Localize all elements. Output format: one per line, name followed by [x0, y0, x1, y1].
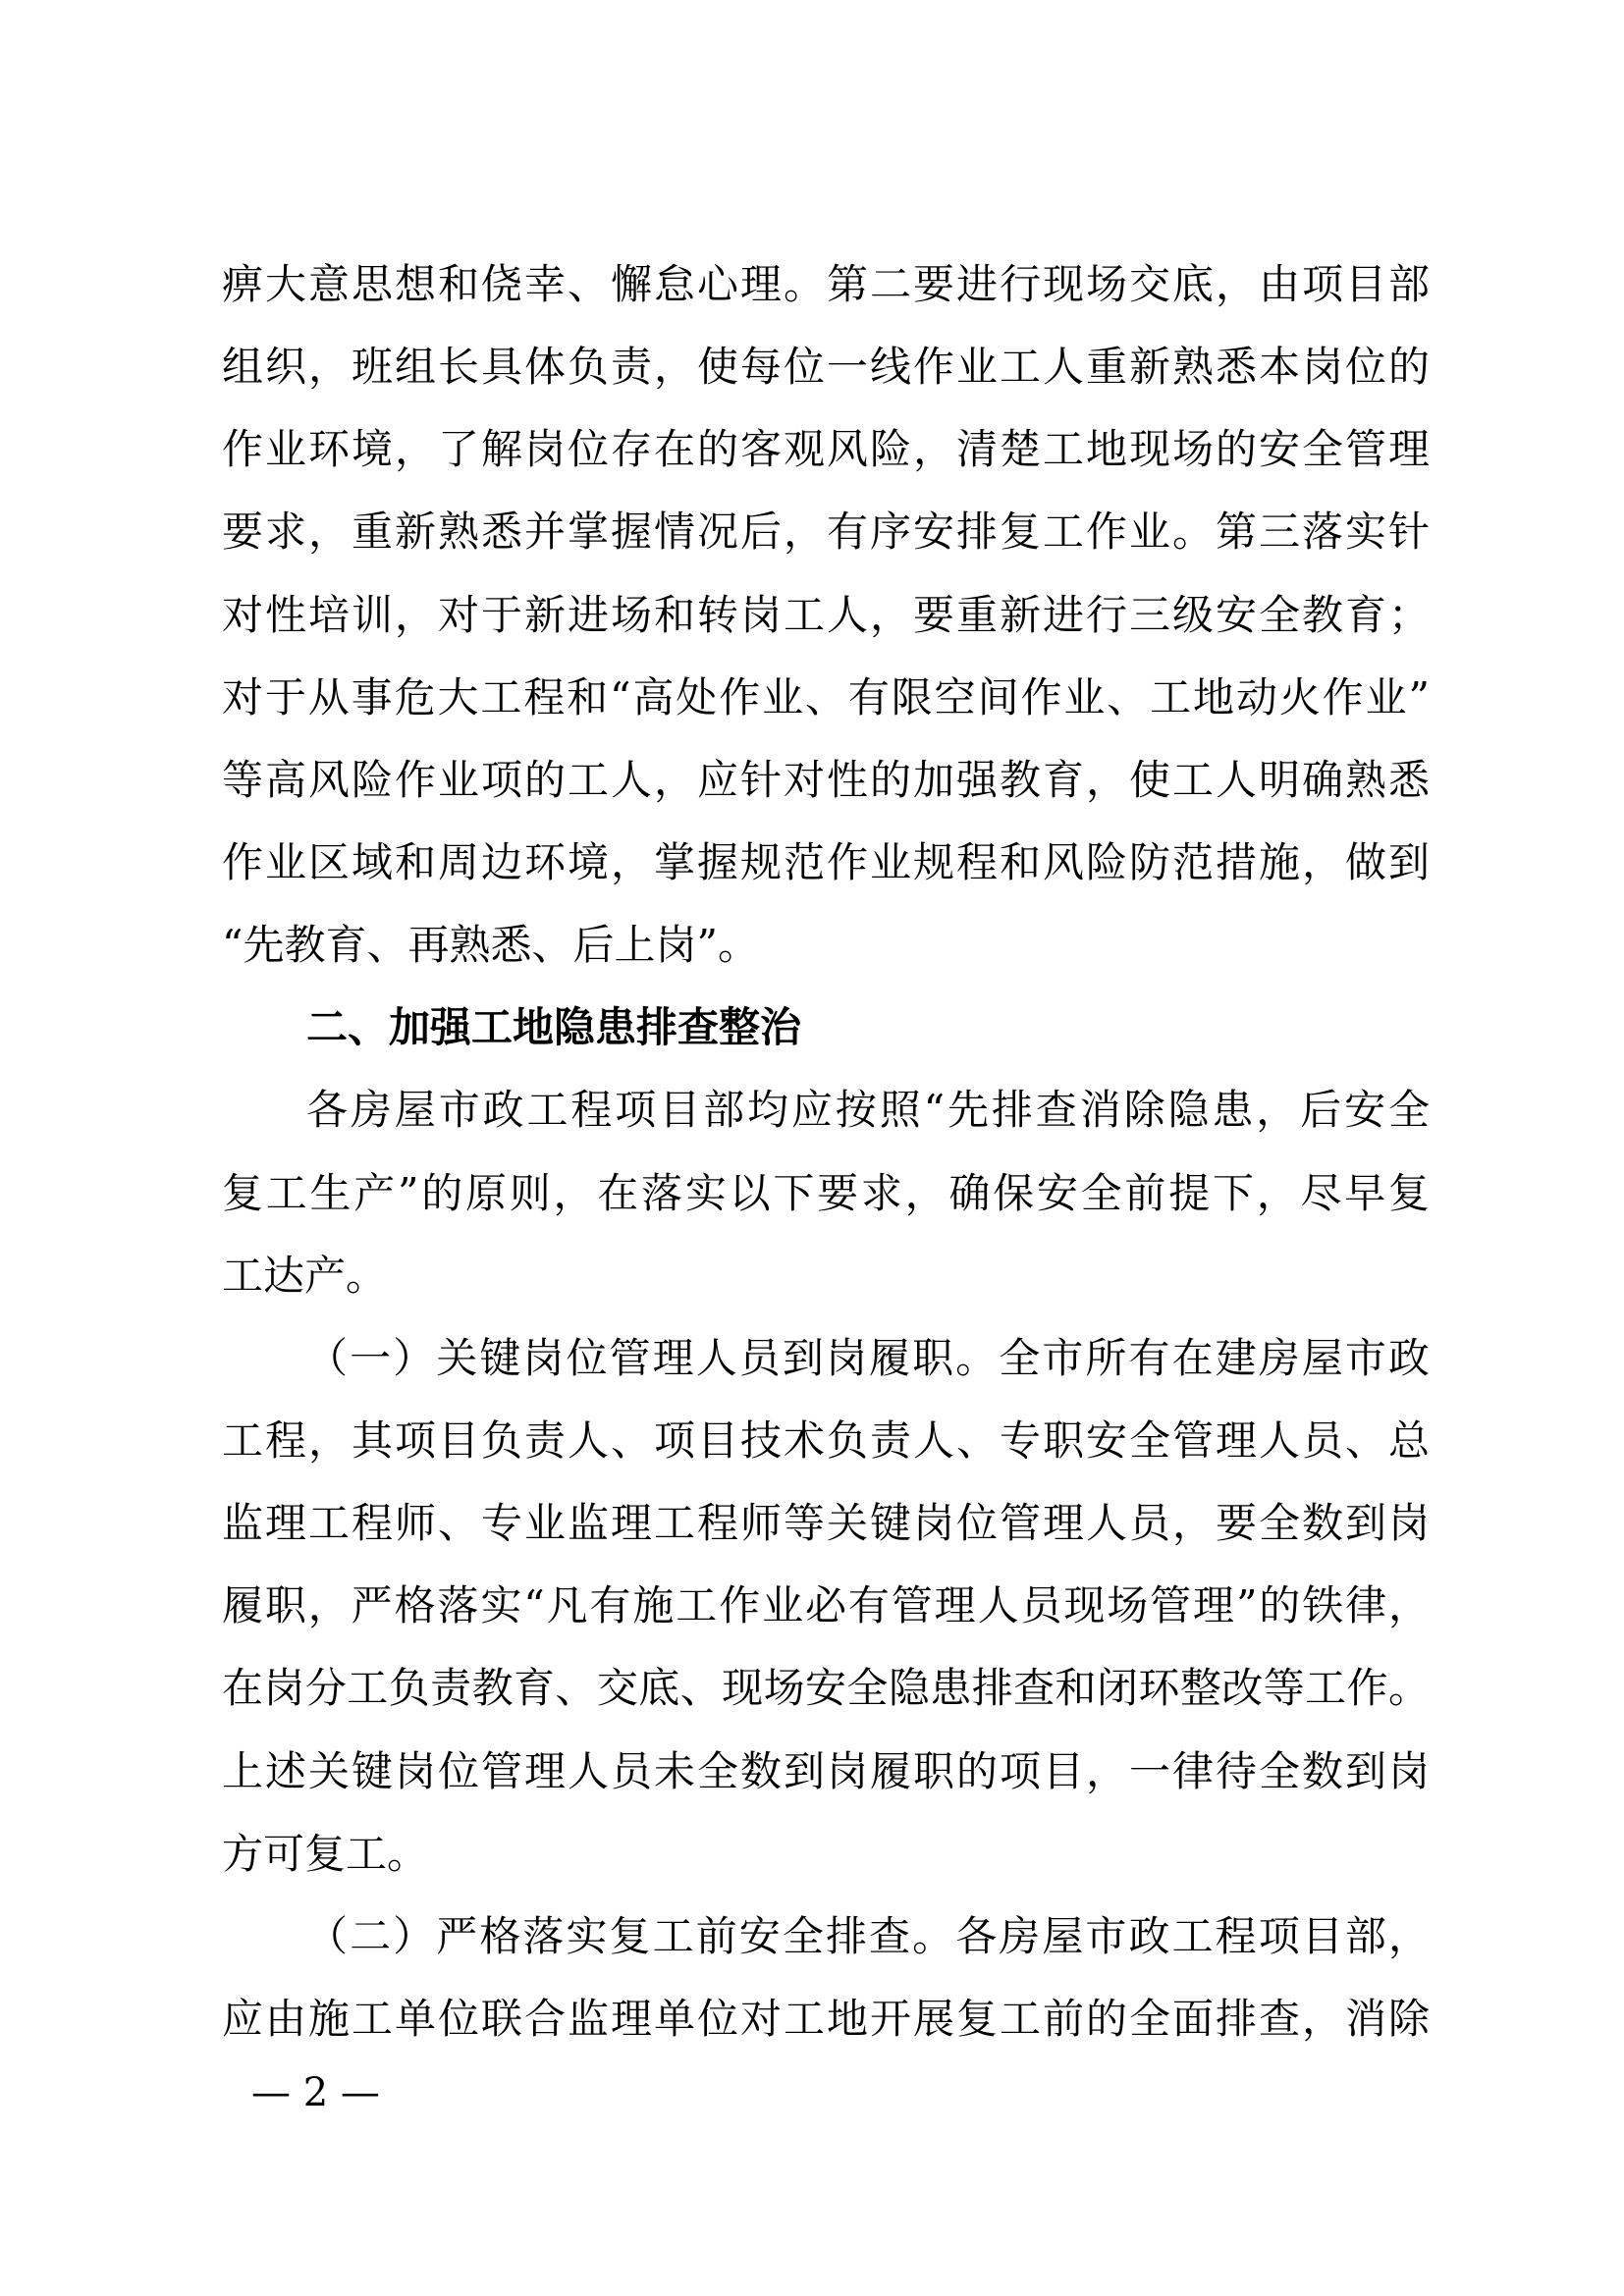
- page-number: — 2 —: [251, 2070, 380, 2115]
- text-line: [222, 491, 1430, 573]
- line-text: 工达产。: [222, 1251, 388, 1300]
- text-line: [222, 1317, 1430, 1400]
- text-line: [222, 1896, 1430, 1978]
- text-line: [222, 1400, 1430, 1482]
- line-text: “先教育、再熟悉、后上岗”。: [222, 921, 759, 970]
- line-text: 等高风险作业项的工人，应针对性的加强教育，使工人明确熟悉: [222, 755, 1430, 804]
- line-text: 监理工程师、专业监理工程师等关键岗位管理人员，要全数到岗: [222, 1499, 1430, 1548]
- line-text: 要求，重新熟悉并掌握情况后，有序安排复工作业。第三落实针: [222, 507, 1430, 557]
- section-heading: [222, 987, 1430, 1069]
- text-line: [222, 1069, 1430, 1151]
- text-line: [222, 326, 1430, 408]
- text-line: [222, 1482, 1430, 1565]
- line-text: 上述关键岗位管理人员未全数到岗履职的项目，一律待全数到岗: [222, 1746, 1430, 1795]
- text-line: [222, 1152, 1430, 1235]
- text-line: [222, 243, 1430, 326]
- line-text: 作业环境，了解岗位存在的客观风险，清楚工地现场的安全管理: [222, 425, 1430, 474]
- text-line: [222, 1647, 1430, 1730]
- document-body: [222, 243, 1430, 2060]
- line-text: 履职，严格落实“凡有施工作业必有管理人员现场管理”的铁律，: [222, 1581, 1430, 1630]
- text-line: [222, 1978, 1430, 2060]
- text-line: [222, 1235, 1430, 1317]
- line-text: 作业区域和周边环境，掌握规范作业规程和风险防范措施，做到: [222, 837, 1430, 886]
- line-text: 工程，其项目负责人、项目技术负责人、专职安全管理人员、总: [222, 1415, 1430, 1465]
- text-line: [222, 904, 1430, 987]
- line-text: 对性培训，对于新进场和转岗工人，要重新进行三级安全教育；: [222, 590, 1430, 639]
- line-text: 方可复工。: [222, 1829, 429, 1878]
- line-text: 各房屋市政工程项目部，: [955, 1911, 1430, 1960]
- text-line: [222, 408, 1430, 491]
- item-lead: （二）严格落实复工前安全排查。: [306, 1914, 956, 1960]
- line-text: 全市所有在建房屋市政: [999, 1333, 1430, 1382]
- text-line: [222, 657, 1430, 739]
- text-line: [222, 822, 1430, 904]
- line-text: 组织，班组长具体负责，使每位一线作业工人重新熟悉本岗位的: [222, 343, 1430, 392]
- line-text: 复工生产”的原则，在落实以下要求，确保安全前提下，尽早复: [222, 1168, 1430, 1217]
- line-text: 应由施工单位联合监理单位对工地开展复工前的全面排查，消除: [222, 1994, 1430, 2043]
- text-line: [222, 1731, 1430, 1813]
- text-line: [222, 574, 1430, 657]
- item-lead: （一）关键岗位管理人员到岗履职。: [306, 1336, 1000, 1382]
- section-heading-text: 二、加强工地隐患排查整治: [306, 1003, 802, 1052]
- line-text: 对于从事危大工程和“高处作业、有限空间作业、工地动火作业”: [222, 672, 1430, 721]
- line-text: 痹大意思想和侥幸、懈怠心理。第二要进行现场交底，由项目部: [222, 260, 1430, 308]
- line-text: 在岗分工负责教育、交底、现场安全隐患排查和闭环整改等工作。: [222, 1664, 1430, 1713]
- text-line: [222, 739, 1430, 822]
- text-line: [222, 1565, 1430, 1647]
- text-line: [222, 1813, 1430, 1896]
- line-text: 各房屋市政工程项目部均应按照“先排查消除隐患，后安全: [306, 1086, 1430, 1135]
